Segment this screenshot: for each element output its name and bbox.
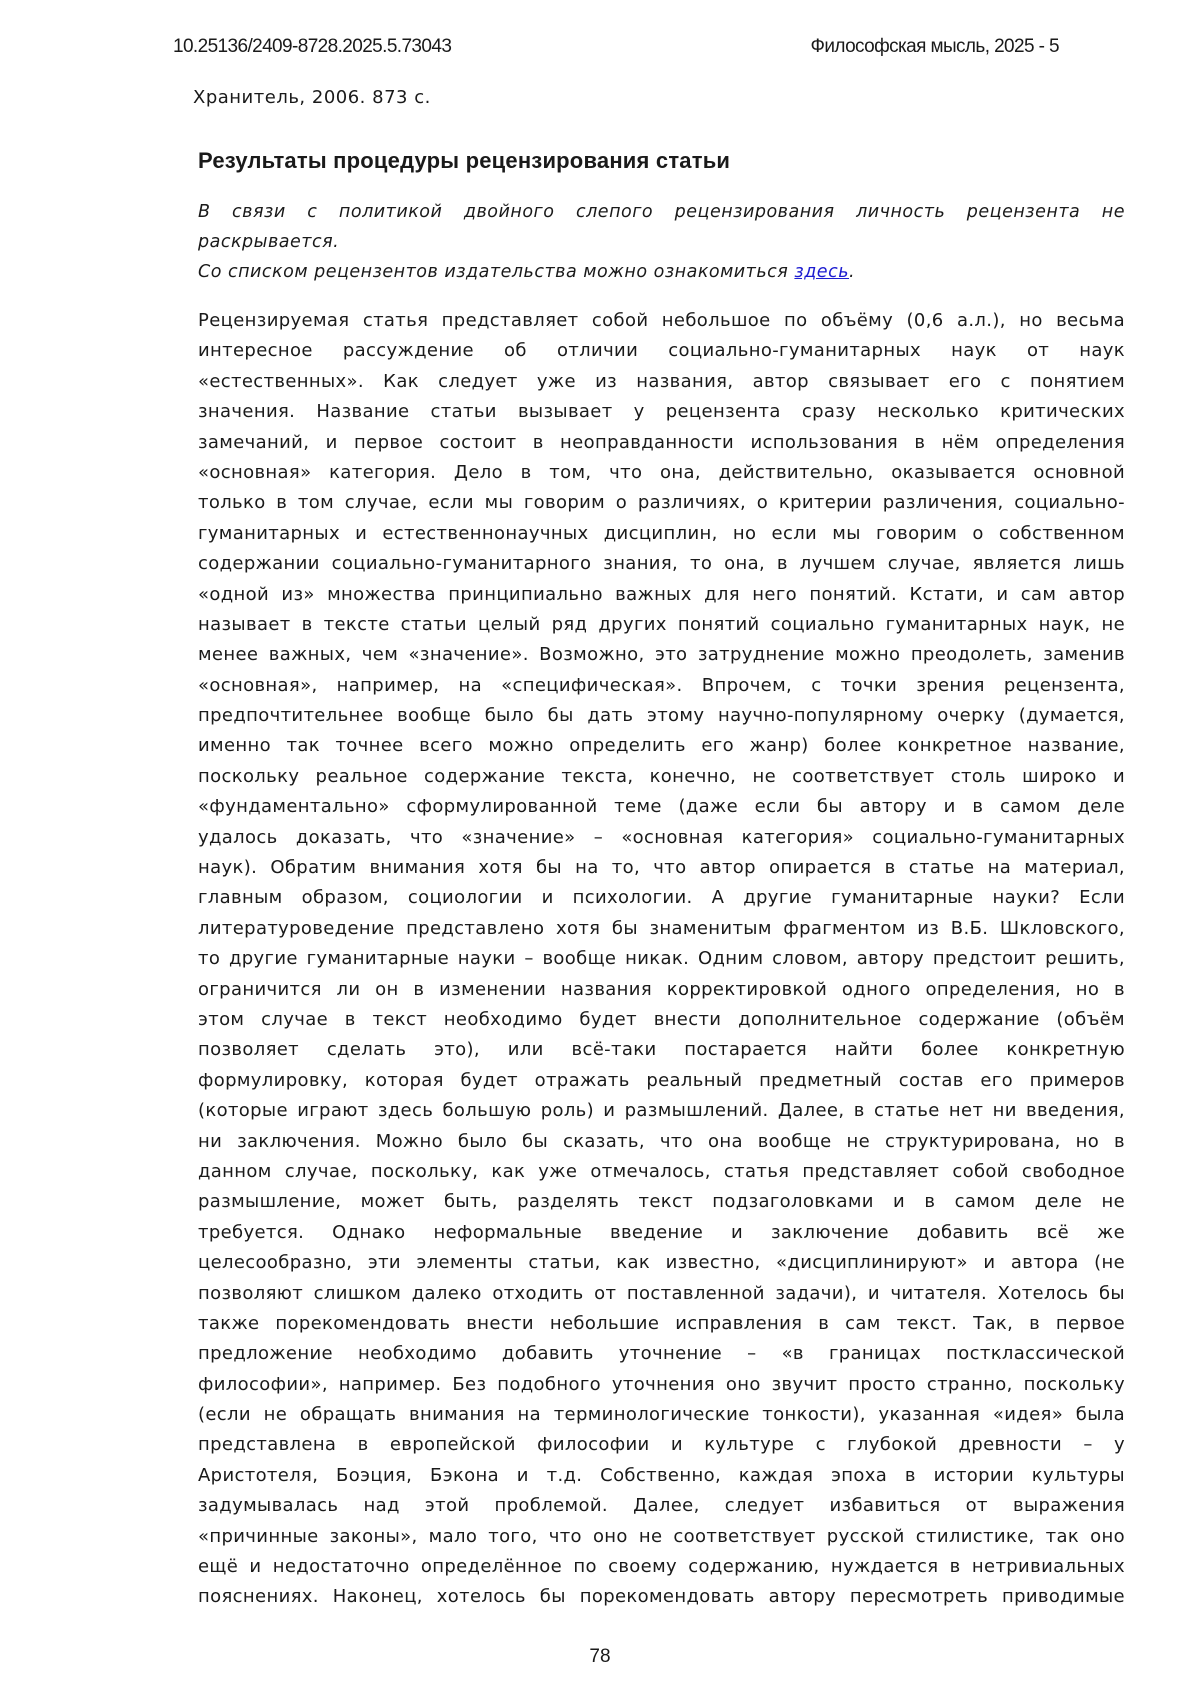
review-line: то другие гуманитарные науки – вообще никак. Одним словом, автору предстоит решить, bbox=[198, 944, 1125, 974]
review-line: Аристотеля, Боэция, Бэкона и т.д. Собственно, каждая эпоха в истории культуры bbox=[198, 1461, 1125, 1491]
review-line: главным образом, социологии и психологии. А другие гуманитарные науки? Если bbox=[198, 883, 1125, 913]
review-line: формулировку, которая будет отражать реальный предметный состав его примеров bbox=[198, 1066, 1125, 1096]
review-line: предпочтительнее вообще было бы дать этому научно-популярному очерку (думается, bbox=[198, 701, 1125, 731]
review-body bbox=[198, 306, 1125, 1613]
reviewers-list-end: . bbox=[849, 262, 855, 282]
review-line: только в том случае, если мы говорим о различиях, о критерии различения, социально- bbox=[198, 488, 1125, 518]
review-line: представлена в европейской философии и культуре с глубокой древности – у bbox=[198, 1430, 1125, 1460]
reviewers-list-text: Со списком рецензентов издательства можно ознакомиться bbox=[198, 262, 788, 282]
section-title: Результаты процедуры рецензирования статьи bbox=[198, 148, 730, 174]
review-line: ограничится ли он в изменении названия корректировкой одного определения, но в bbox=[198, 975, 1125, 1005]
review-line: ни заключения. Можно было бы сказать, что она вообще не структурирована, но в bbox=[198, 1127, 1125, 1157]
review-line: (если не обращать внимания на терминологические тонкости), указанная «идея» была bbox=[198, 1400, 1125, 1430]
review-line: удалось доказать, что «значение» – «основная категория» социально-гуманитарных bbox=[198, 823, 1125, 853]
review-line: позволяют слишком далеко отходить от поставленной задачи), и читателя. Хотелось бы bbox=[198, 1279, 1125, 1309]
review-line: размышление, может быть, разделять текст подзаголовками и в самом деле не bbox=[198, 1187, 1125, 1217]
review-line: гуманитарных и естественнонаучных дисциплин, но если мы говорим о собственном bbox=[198, 519, 1125, 549]
review-line: «основная», например, на «специфическая». Впрочем, с точки зрения рецензента, bbox=[198, 671, 1125, 701]
review-line: предложение необходимо добавить уточнение – «в границах постклассической bbox=[198, 1339, 1125, 1369]
reviewers-list-paragraph bbox=[198, 257, 1125, 287]
review-line: литературоведение представлено хотя бы знаменитым фрагментом из В.Б. Шкловского, bbox=[198, 914, 1125, 944]
document-page bbox=[0, 0, 1200, 1698]
review-line: «фундаментально» сформулированной теме (даже если бы автору и в самом деле bbox=[198, 792, 1125, 822]
reference-continuation: Хранитель, 2006. 873 с. bbox=[193, 87, 431, 108]
review-line: ещё и недостаточно определённое по своему содержанию, нуждается в нетривиальных bbox=[198, 1552, 1125, 1582]
review-line: наук). Обратим внимания хотя бы на то, что автор опирается в статье на материал, bbox=[198, 853, 1125, 883]
review-line: называет в тексте статьи целый ряд других понятий социально гуманитарных наук, не bbox=[198, 610, 1125, 640]
review-line: «одной из» множества принципиально важных для него понятий. Кстати, и сам автор bbox=[198, 580, 1125, 610]
review-line: значения. Название статьи вызывает у рецензента сразу несколько критических bbox=[198, 397, 1125, 427]
review-line: целесообразно, эти элементы статьи, как известно, «дисциплинируют» и автора (не bbox=[198, 1248, 1125, 1278]
review-line: (которые играют здесь большую роль) и размышлений. Далее, в статье нет ни введения, bbox=[198, 1096, 1125, 1126]
review-line: «основная» категория. Дело в том, что она, действительно, оказывается основной bbox=[198, 458, 1125, 488]
review-line: поскольку реальное содержание текста, конечно, не соответствует столь широко и bbox=[198, 762, 1125, 792]
reviewers-list-note bbox=[198, 257, 1125, 287]
review-line: данном случае, поскольку, как уже отмечалось, статья представляет собой свободное bbox=[198, 1157, 1125, 1187]
review-line: «причинные законы», мало того, что оно не соответствует русской стилистике, так оно bbox=[198, 1522, 1125, 1552]
review-line: замечаний, и первое состоит в неоправданности использования в нём определения bbox=[198, 428, 1125, 458]
doi-header: 10.25136/2409-8728.2025.5.73043 bbox=[173, 36, 451, 58]
review-line: Рецензируемая статья представляет собой небольшое по объёму (0,6 а.л.), но весьма bbox=[198, 306, 1125, 336]
review-line: задумывалась над этой проблемой. Далее, следует избавиться от выражения bbox=[198, 1491, 1125, 1521]
review-line: интересное рассуждение об отличии социально-гуманитарных наук от наук bbox=[198, 336, 1125, 366]
page-number: 78 bbox=[0, 1646, 1200, 1668]
review-line: пояснениях. Наконец, хотелось бы порекомендовать автору пересмотреть приводимые bbox=[198, 1582, 1125, 1612]
review-line: также порекомендовать внести небольшие исправления в сам текст. Так, в первое bbox=[198, 1309, 1125, 1339]
reviewers-list-link[interactable]: здесь bbox=[794, 262, 849, 282]
review-line: менее важных, чем «значение». Возможно, это затруднение можно преодолеть, заменив bbox=[198, 640, 1125, 670]
blind-review-note bbox=[198, 197, 1125, 257]
review-line: содержании социально-гуманитарного знания, то она, в лучшем случае, является лишь bbox=[198, 549, 1125, 579]
review-line: именно так точнее всего можно определить его жанр) более конкретное название, bbox=[198, 731, 1125, 761]
review-line: этом случае в текст необходимо будет внести дополнительное содержание (объём bbox=[198, 1005, 1125, 1035]
journal-header: Философская мысль, 2025 - 5 bbox=[811, 36, 1059, 58]
review-line: позволяет сделать это), или всё-таки постарается найти более конкретную bbox=[198, 1035, 1125, 1065]
review-line: философии», например. Без подобного уточнения оно звучит просто странно, поскольку bbox=[198, 1370, 1125, 1400]
review-line: требуется. Однако неформальные введение и заключение добавить всё же bbox=[198, 1218, 1125, 1248]
blind-review-note-text: В связи с политикой двойного слепого рецензирования личность рецензента не раскрывается. bbox=[198, 197, 1125, 257]
review-line: «естественных». Как следует уже из названия, автор связывает его с понятием bbox=[198, 367, 1125, 397]
